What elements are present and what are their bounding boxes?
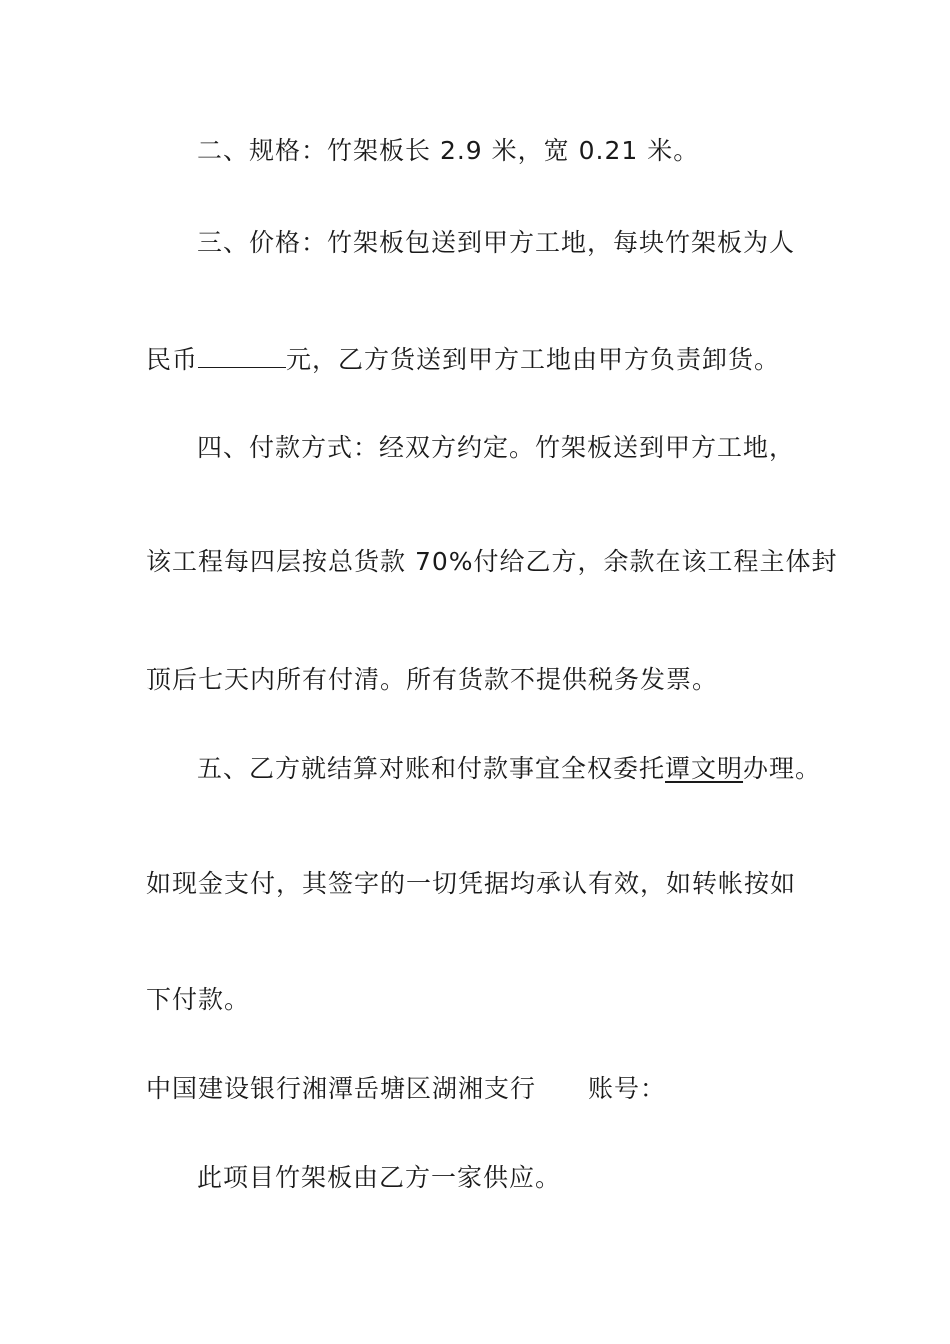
supply-text: 此项目竹架板由乙方一家供应。 (197, 1163, 562, 1192)
delegate-name: 谭文明 (665, 754, 744, 783)
price-suffix: 元，乙方货送到甲方工地由甲方负责卸货。 (286, 345, 781, 374)
delegate-suffix: 办理。 (743, 754, 822, 783)
account-label: 账号： (588, 1074, 667, 1103)
price-prefix: 民币 (146, 345, 199, 374)
delegate-clause-line-3 (146, 985, 250, 1015)
delegate-prefix: 五、乙方就结算对账和付款事宜全权委托 (197, 754, 666, 783)
delegate-clause-line-1 (197, 754, 821, 784)
payment-text-3: 顶后七天内所有付清。所有货款不提供税务发票。 (146, 665, 719, 694)
spec-text: 二、规格：竹架板长 2.9 米，宽 0.21 米。 (197, 136, 700, 165)
payment-clause-line-1 (197, 433, 795, 463)
bank-line (146, 1074, 666, 1104)
bank-name: 中国建设银行湘潭岳塘区湖湘支行 (146, 1074, 537, 1103)
payment-clause-line-3 (146, 665, 718, 695)
delegate-text-3: 下付款。 (146, 985, 251, 1014)
supply-clause (197, 1163, 561, 1193)
delegate-clause-line-2 (146, 869, 796, 899)
payment-clause-line-2 (146, 547, 838, 577)
payment-text-2: 该工程每四层按总货款 70%付给乙方，余款在该工程主体封 (146, 547, 838, 576)
price-clause-line-2 (146, 345, 780, 375)
price-clause-line-1 (197, 228, 795, 258)
payment-text-1: 四、付款方式：经双方约定。竹架板送到甲方工地， (197, 433, 796, 462)
delegate-text-2: 如现金支付，其签字的一切凭据均承认有效，如转帐按如 (146, 869, 797, 898)
spec-clause (197, 136, 699, 166)
price-blank-field (198, 345, 286, 368)
price-text-1: 三、价格：竹架板包送到甲方工地，每块竹架板为人 (197, 228, 796, 257)
